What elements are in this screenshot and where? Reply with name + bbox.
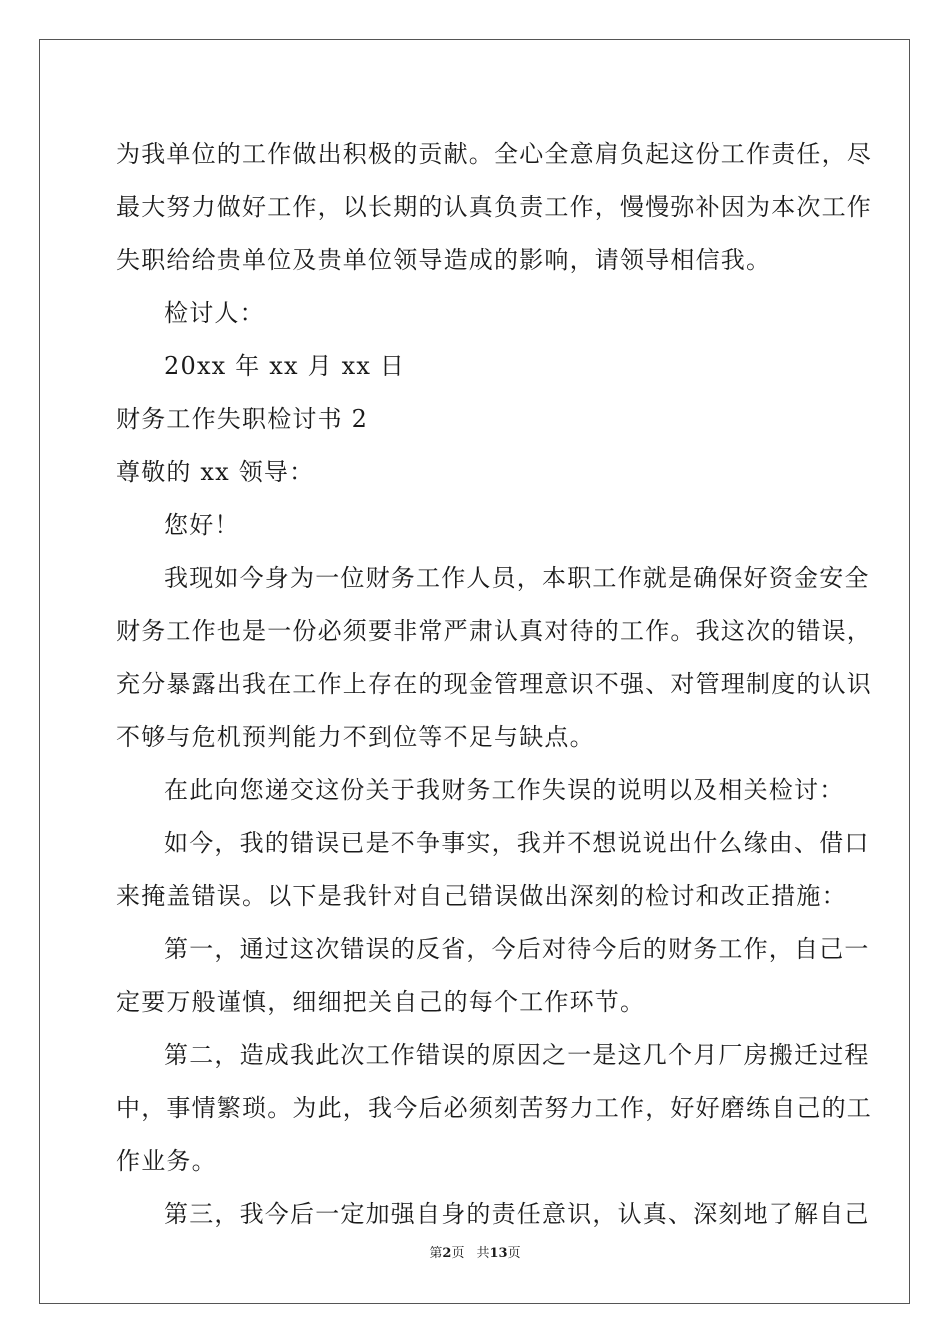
document-body (116, 128, 872, 1241)
text-line: 如今，我的错误已是不争事实，我并不想说说出什么缘由、借口 (164, 829, 870, 857)
text-line: 检讨人： (164, 299, 265, 327)
text-line: 第二，造成我此次工作错误的原因之一是这几个月厂房搬迁过程 (164, 1041, 870, 1069)
total-pages: 13 (489, 1246, 508, 1261)
text-line: 不够与危机预判能力不到位等不足与缺点。 (116, 723, 595, 751)
text-line: 充分暴露出我在工作上存在的现金管理意识不强、对管理制度的认识 (116, 670, 872, 698)
page-footer (0, 1245, 950, 1263)
text-line: 来掩盖错误。以下是我针对自己错误做出深刻的检讨和改正措施： (116, 882, 847, 910)
text-line: 在此向您递交这份关于我财务工作失误的说明以及相关检讨： (164, 776, 845, 804)
text-line: 第三，我今后一定加强自身的责任意识，认真、深刻地了解自己 (164, 1200, 870, 1228)
text-line: 财务工作失职检讨书 2 (116, 405, 369, 433)
page-prefix: 第 (429, 1246, 443, 1261)
total-suffix: 页 (507, 1246, 521, 1261)
text-line: 20xx 年 xx 月 xx 日 (164, 352, 406, 380)
page-suffix: 页 (451, 1246, 465, 1261)
page-number: 2 (442, 1246, 452, 1261)
text-line: 失职给给贵单位及贵单位领导造成的影响，请领导相信我。 (116, 246, 772, 274)
text-line: 为我单位的工作做出积极的贡献。全心全意肩负起这份工作责任，尽 (116, 140, 872, 168)
text-line: 我现如今身为一位财务工作人员，本职工作就是确保好资金安全 (164, 564, 870, 592)
text-line: 定要万般谨慎，细细把关自己的每个工作环节。 (116, 988, 646, 1016)
text-line: 最大努力做好工作，以长期的认真负责工作，慢慢弥补因为本次工作 (116, 193, 872, 221)
text-line: 作业务。 (116, 1147, 217, 1175)
total-prefix: 共 (476, 1246, 490, 1261)
text-line: 您好！ (164, 511, 240, 539)
text-line: 财务工作也是一份必须要非常严肃认真对待的工作。我这次的错误， (116, 617, 872, 645)
text-line: 第一，通过这次错误的反省，今后对待今后的财务工作，自己一 (164, 935, 870, 963)
text-line: 尊敬的 xx 领导： (116, 458, 315, 486)
text-line: 中，事情繁琐。为此，我今后必须刻苦努力工作，好好磨练自己的工 (116, 1094, 872, 1122)
